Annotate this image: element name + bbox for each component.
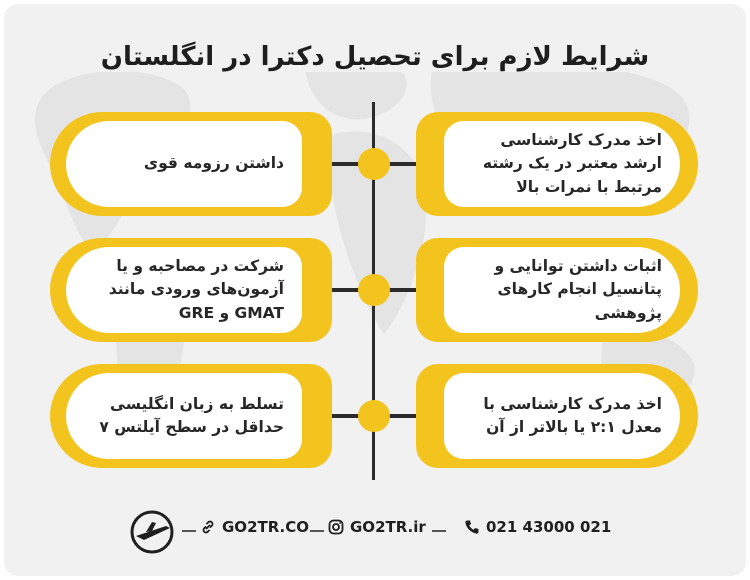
timeline-dot xyxy=(358,400,390,432)
footer xyxy=(4,510,746,550)
infographic-card xyxy=(4,4,746,576)
phone-text: 021 43000 021 xyxy=(486,518,612,536)
item-box xyxy=(66,121,302,207)
item-text: شرکت در مصاحبه و یا آزمون‌های ورودی مانند GMAT و GRE xyxy=(108,257,284,322)
footer-divider xyxy=(182,530,196,532)
phone-icon xyxy=(464,519,480,535)
instagram-icon xyxy=(328,519,344,535)
item-text: اخذ مدرک کارشناسی با معدل ۲:۱ یا بالاتر از آن xyxy=(483,394,662,436)
title-area xyxy=(4,38,746,88)
item-text: اثبات داشتن توانایی و پتانسیل انجام کارهای پژوهشی xyxy=(494,257,662,322)
footer-divider xyxy=(432,530,446,532)
item-box xyxy=(444,373,680,459)
item-box xyxy=(66,247,302,333)
footer-instagram[interactable] xyxy=(328,518,426,536)
footer-phone[interactable] xyxy=(464,518,611,536)
timeline-dot xyxy=(358,148,390,180)
item-box xyxy=(444,121,680,207)
website-text: GO2TR.CO xyxy=(222,518,310,536)
item-box xyxy=(66,373,302,459)
footer-website[interactable] xyxy=(200,518,309,536)
link-icon xyxy=(200,519,216,535)
item-text: تسلط به زبان انگلیسی حداقل در سطح آیلتس ۷ xyxy=(99,394,284,436)
footer-divider xyxy=(310,530,324,532)
item-box xyxy=(444,247,680,333)
instagram-text: GO2TR.ir xyxy=(350,518,426,536)
go2tr-logo-icon xyxy=(130,510,174,554)
page-title: شرایط لازم برای تحصیل دکترا در انگلستان xyxy=(4,42,746,72)
timeline-dot xyxy=(358,274,390,306)
item-text: اخذ مدرک کارشناسی ارشد معتبر در یک رشته مرتبط با نمرات بالا xyxy=(482,131,662,196)
item-text: داشتن رزومه قوی xyxy=(143,154,284,173)
